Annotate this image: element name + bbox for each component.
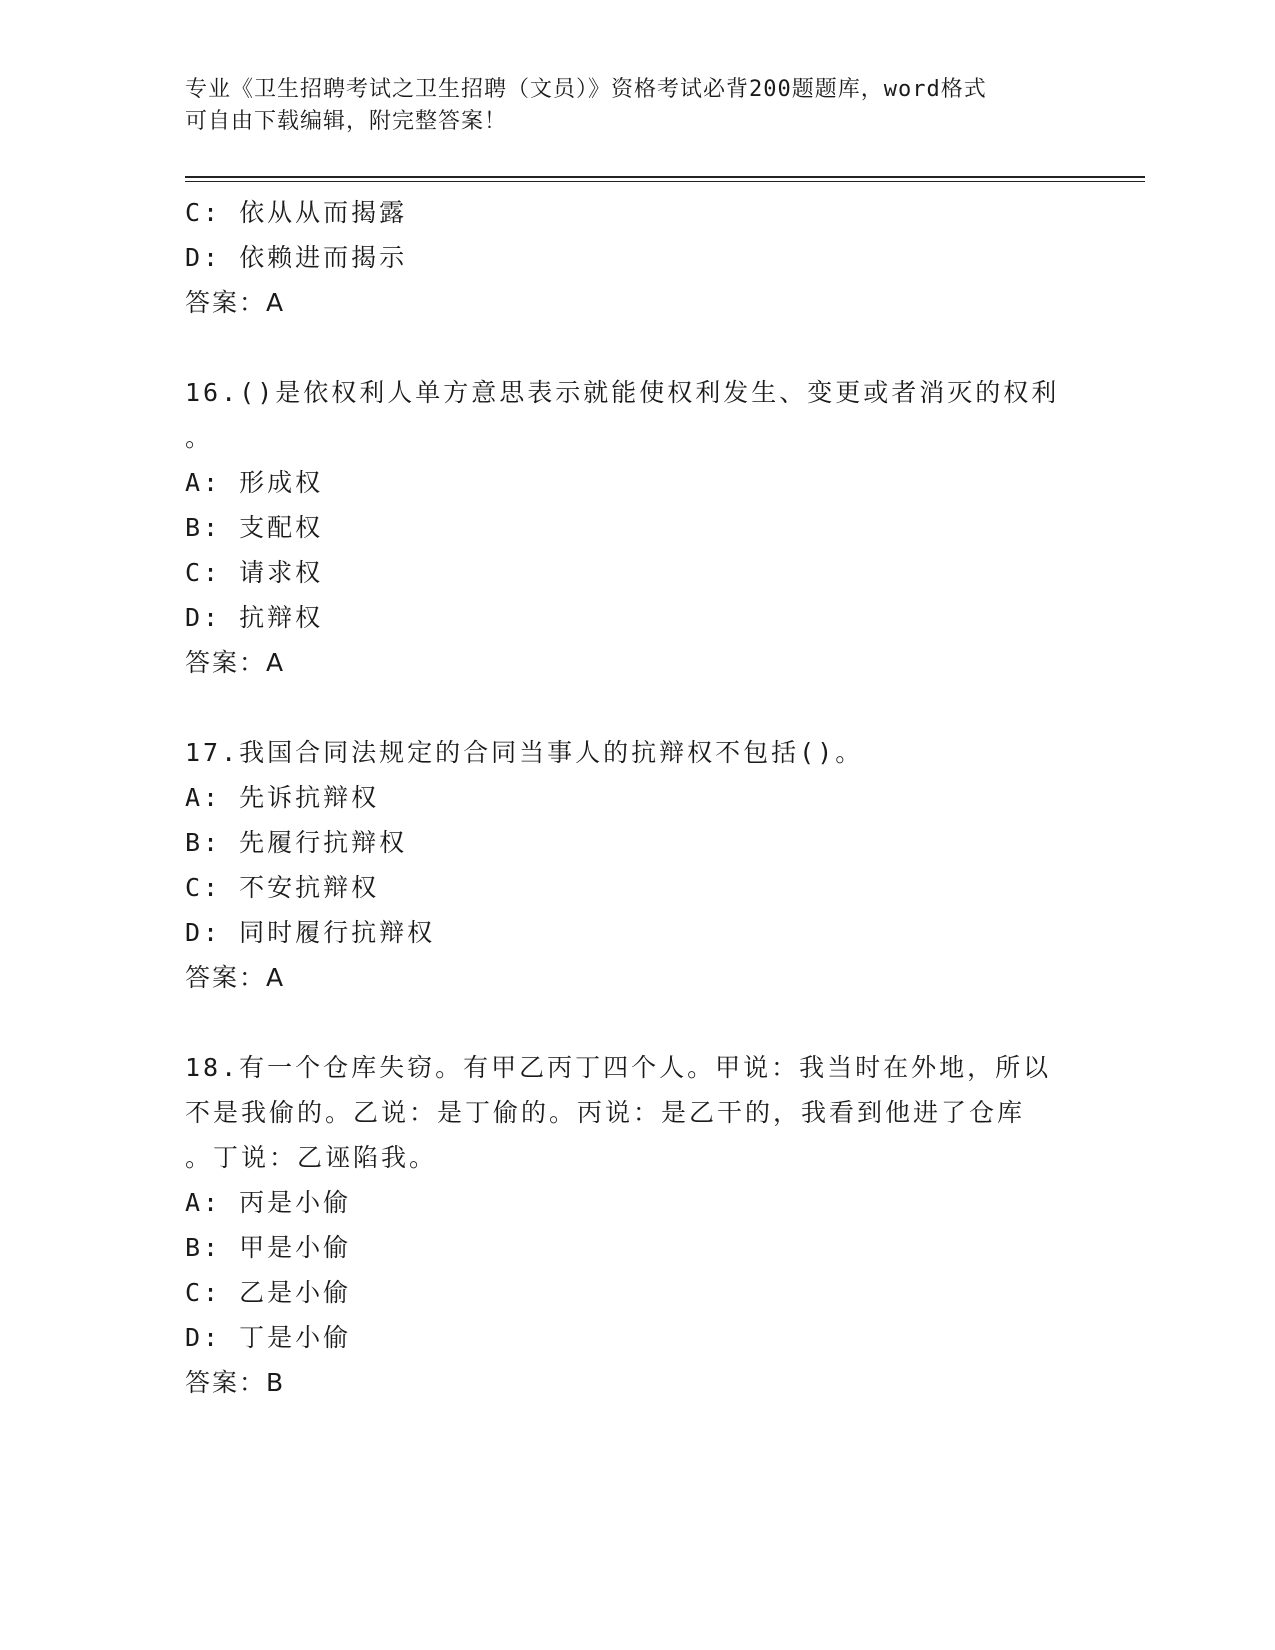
header-divider-thick <box>185 176 1145 178</box>
option-b: B: 支配权 <box>185 513 324 542</box>
option-d: D: 同时履行抗辩权 <box>185 918 436 947</box>
question-18 <box>185 1045 1085 1405</box>
question-stem-line-2: 不是我偷的。乙说：是丁偷的。丙说：是乙干的，我看到他进了仓库 <box>185 1098 1026 1127</box>
spacer <box>185 685 1085 730</box>
option-a: A: 形成权 <box>185 468 324 497</box>
option-c: C: 请求权 <box>185 558 324 587</box>
document-header <box>185 74 1065 138</box>
question-stem-line-1: 17.我国合同法规定的合同当事人的抗辩权不包括()。 <box>185 738 864 767</box>
question-list <box>185 190 1085 1405</box>
option-d: D: 依赖进而揭示 <box>185 243 408 272</box>
question-stem-line-3: 。丁说：乙诬陷我。 <box>185 1143 438 1172</box>
option-b: B: 甲是小偷 <box>185 1233 352 1262</box>
answer-line: 答案：A <box>185 963 286 992</box>
answer-line: 答案：B <box>185 1368 286 1397</box>
answer-line: 答案：A <box>185 648 286 677</box>
header-title-line-1: 专业《卫生招聘考试之卫生招聘（文员）》资格考试必背200题题库，word格式 <box>185 77 987 102</box>
question-stem-line-1: 18.有一个仓库失窃。有甲乙丙丁四个人。甲说：我当时在外地，所以 <box>185 1053 1052 1082</box>
spacer <box>185 325 1085 370</box>
header-divider-thin <box>185 181 1145 182</box>
option-b: B: 先履行抗辩权 <box>185 828 408 857</box>
option-d: D: 抗辩权 <box>185 603 324 632</box>
question-17 <box>185 730 1085 1000</box>
option-a: A: 丙是小偷 <box>185 1188 352 1217</box>
question-16 <box>185 370 1085 685</box>
question-stem-line-1: 16.()是依权利人单方意思表示就能使权利发生、变更或者消灭的权利 <box>185 378 1060 407</box>
option-c: C: 乙是小偷 <box>185 1278 352 1307</box>
option-c: C: 依从从而揭露 <box>185 198 408 227</box>
answer-line: 答案：A <box>185 288 286 317</box>
option-c: C: 不安抗辩权 <box>185 873 380 902</box>
option-a: A: 先诉抗辩权 <box>185 783 380 812</box>
header-title-line-2: 可自由下载编辑，附完整答案！ <box>185 109 508 134</box>
question-stem-line-2: 。 <box>185 423 214 452</box>
spacer <box>185 1000 1085 1045</box>
previous-question-tail <box>185 190 1085 325</box>
option-d: D: 丁是小偷 <box>185 1323 352 1352</box>
